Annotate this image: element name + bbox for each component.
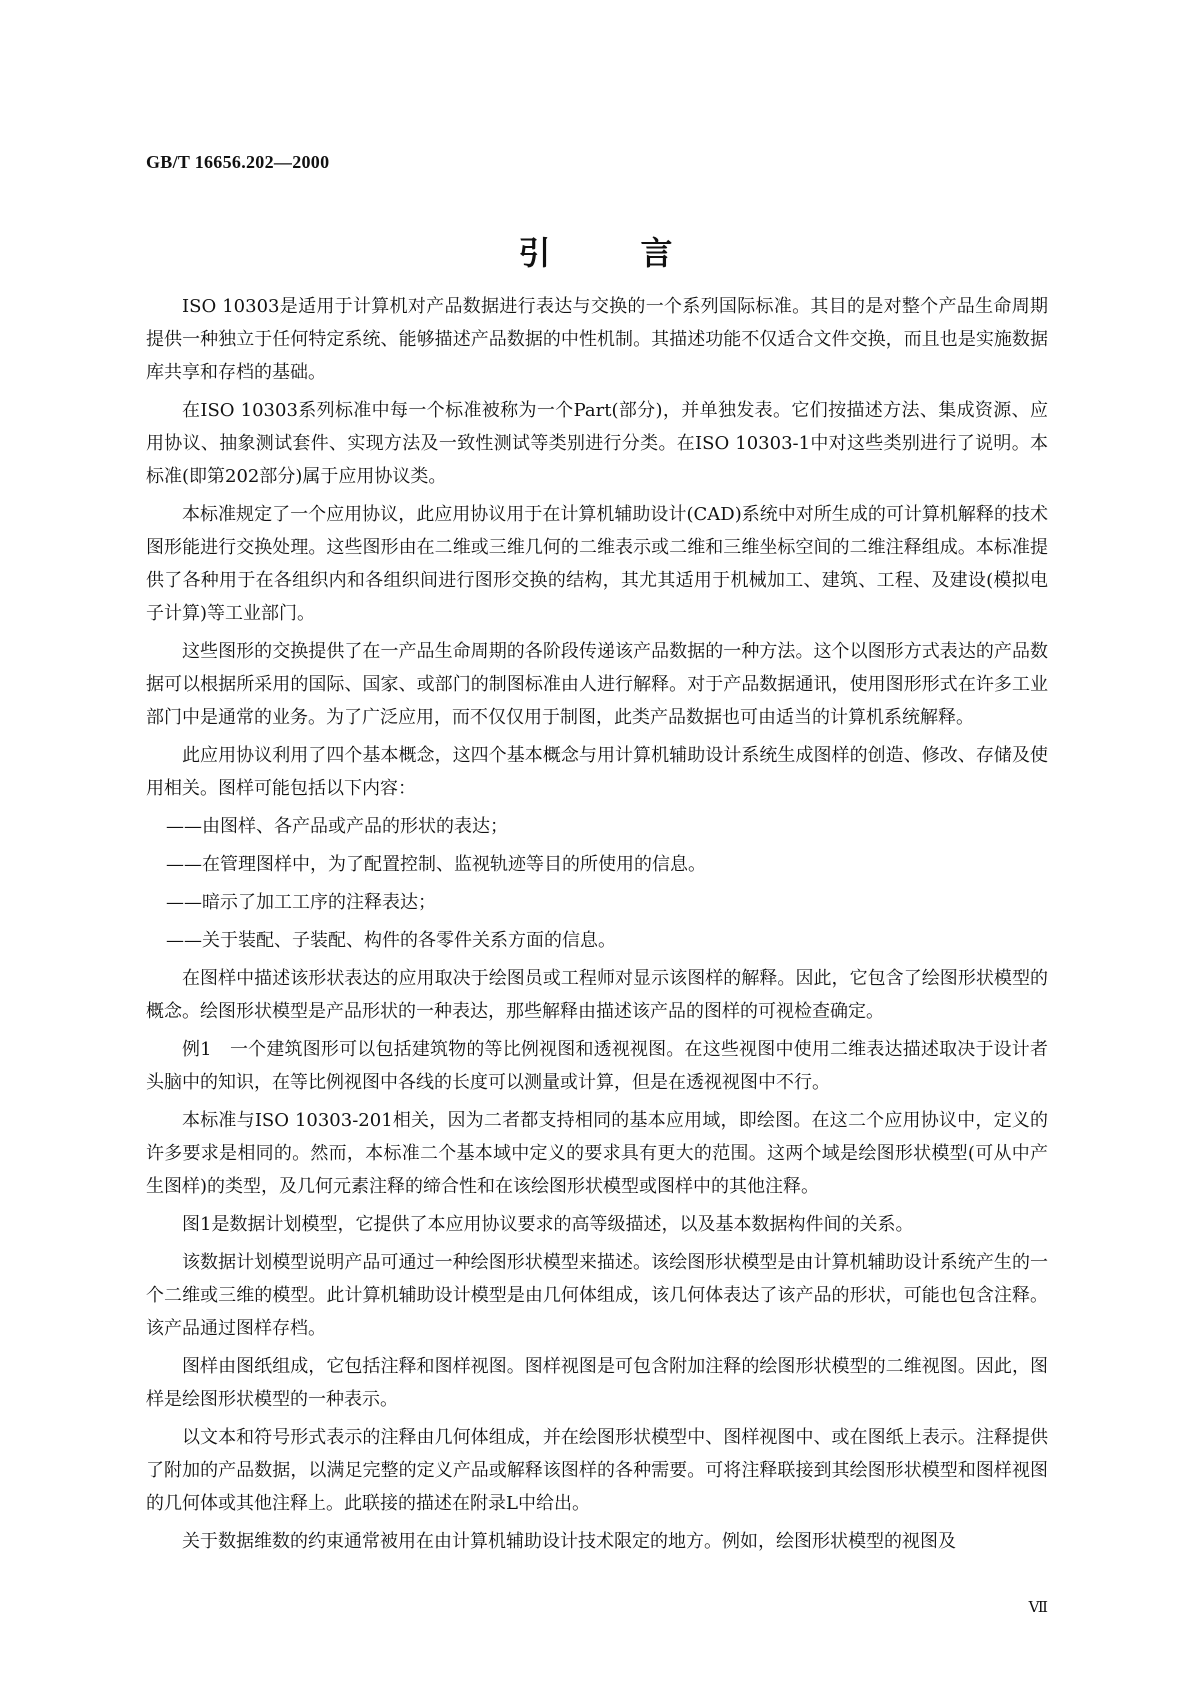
paragraph: ISO 10303是适用于计算机对产品数据进行表达与交换的一个系列国际标准。其目的是对整个产品生命周期提供一种独立于任何特定系统、能够描述产品数据的中性机制。其描述功能不仅适合文件交换，而且也是实施数据库共享和存档的基础。 <box>146 296 1048 383</box>
document-body <box>146 290 1048 1563</box>
paragraph: 在ISO 10303系列标准中每一个标准被称为一个Part(部分)，并单独发表。它们按描述方法、集成资源、应用协议、抽象测试套件、实现方法及一致性测试等类别进行分类。在ISO 10303-1中对这些类别进行了说明。本标准(即第202部分)属于应用协议类。 <box>146 400 1048 487</box>
paragraph: 此应用协议利用了四个基本概念，这四个基本概念与用计算机辅助设计系统生成图样的创造、修改、存储及使用相关。图样可能包括以下内容： <box>146 745 1048 799</box>
list-item: ——由图样、各产品或产品的形状的表达； <box>166 816 508 837</box>
paragraph: 图样由图纸组成，它包括注释和图样视图。图样视图是可包含附加注释的绘图形状模型的二维视图。因此，图样是绘图形状模型的一种表示。 <box>146 1356 1048 1410</box>
paragraph: 本标准规定了一个应用协议，此应用协议用于在计算机辅助设计(CAD)系统中对所生成的可计算机解释的技术图形能进行交换处理。这些图形由在二维或三维几何的二维表示或二维和三维坐标空间的二维注释组成。本标准提供了各种用于在各组织内和各组织间进行图形交换的结构，其尤其适用于机械加工、建筑、工程、及建设(模拟电子计算)等工业部门。 <box>146 504 1048 624</box>
paragraph: 图1是数据计划模型，它提供了本应用协议要求的高等级描述，以及基本数据构件间的关系。 <box>182 1214 914 1235</box>
page-number: Ⅶ <box>1028 1600 1048 1616</box>
list-item: ——关于装配、子装配、构件的各零件关系方面的信息。 <box>166 930 616 951</box>
list-item: ——暗示了加工工序的注释表达； <box>166 892 436 913</box>
standard-number: GB/T 16656.202—2000 <box>146 152 330 172</box>
page-title: 引言 <box>518 234 763 272</box>
example-paragraph: 例1 一个建筑图形可以包括建筑物的等比例视图和透视视图。在这些视图中使用二维表达描述取决于设计者头脑中的知识，在等比例视图中各线的长度可以测量或计算，但是在透视视图中不行。 <box>146 1039 1048 1093</box>
paragraph: 这些图形的交换提供了在一产品生命周期的各阶段传递该产品数据的一种方法。这个以图形方式表达的产品数据可以根据所采用的国际、国家、或部门的制图标准由人进行解释。对于产品数据通讯，使用图形形式在许多工业部门中是通常的业务。为了广泛应用，而不仅仅用于制图，此类产品数据也可由适当的计算机系统解释。 <box>146 641 1048 728</box>
paragraph: 在图样中描述该形状表达的应用取决于绘图员或工程师对显示该图样的解释。因此，它包含了绘图形状模型的概念。绘图形状模型是产品形状的一种表达，那些解释由描述该产品的图样的可视检查确定。 <box>146 968 1048 1022</box>
list-item: ——在管理图样中，为了配置控制、监视轨迹等目的所使用的信息。 <box>166 854 706 875</box>
paragraph: 本标准与ISO 10303-201相关，因为二者都支持相同的基本应用域，即绘图。在这二个应用协议中，定义的许多要求是相同的。然而，本标准二个基本域中定义的要求具有更大的范围。这两个域是绘图形状模型(可从中产生图样)的类型，及几何元素注释的缔合性和在该绘图形状模型或图样中的其他注释。 <box>146 1110 1048 1197</box>
paragraph: 该数据计划模型说明产品可通过一种绘图形状模型来描述。该绘图形状模型是由计算机辅助设计系统产生的一个二维或三维的模型。此计算机辅助设计模型是由几何体组成，该几何体表达了该产品的形状，可能也包含注释。该产品通过图样存档。 <box>146 1252 1048 1339</box>
paragraph: 关于数据维数的约束通常被用在由计算机辅助设计技术限定的地方。例如，绘图形状模型的视图及 <box>182 1531 956 1552</box>
paragraph: 以文本和符号形式表示的注释由几何体组成，并在绘图形状模型中、图样视图中、或在图纸上表示。注释提供了附加的产品数据，以满足完整的定义产品或解释该图样的各种需要。可将注释联接到其绘图形状模型和图样视图的几何体或其他注释上。此联接的描述在附录L中给出。 <box>146 1427 1048 1514</box>
